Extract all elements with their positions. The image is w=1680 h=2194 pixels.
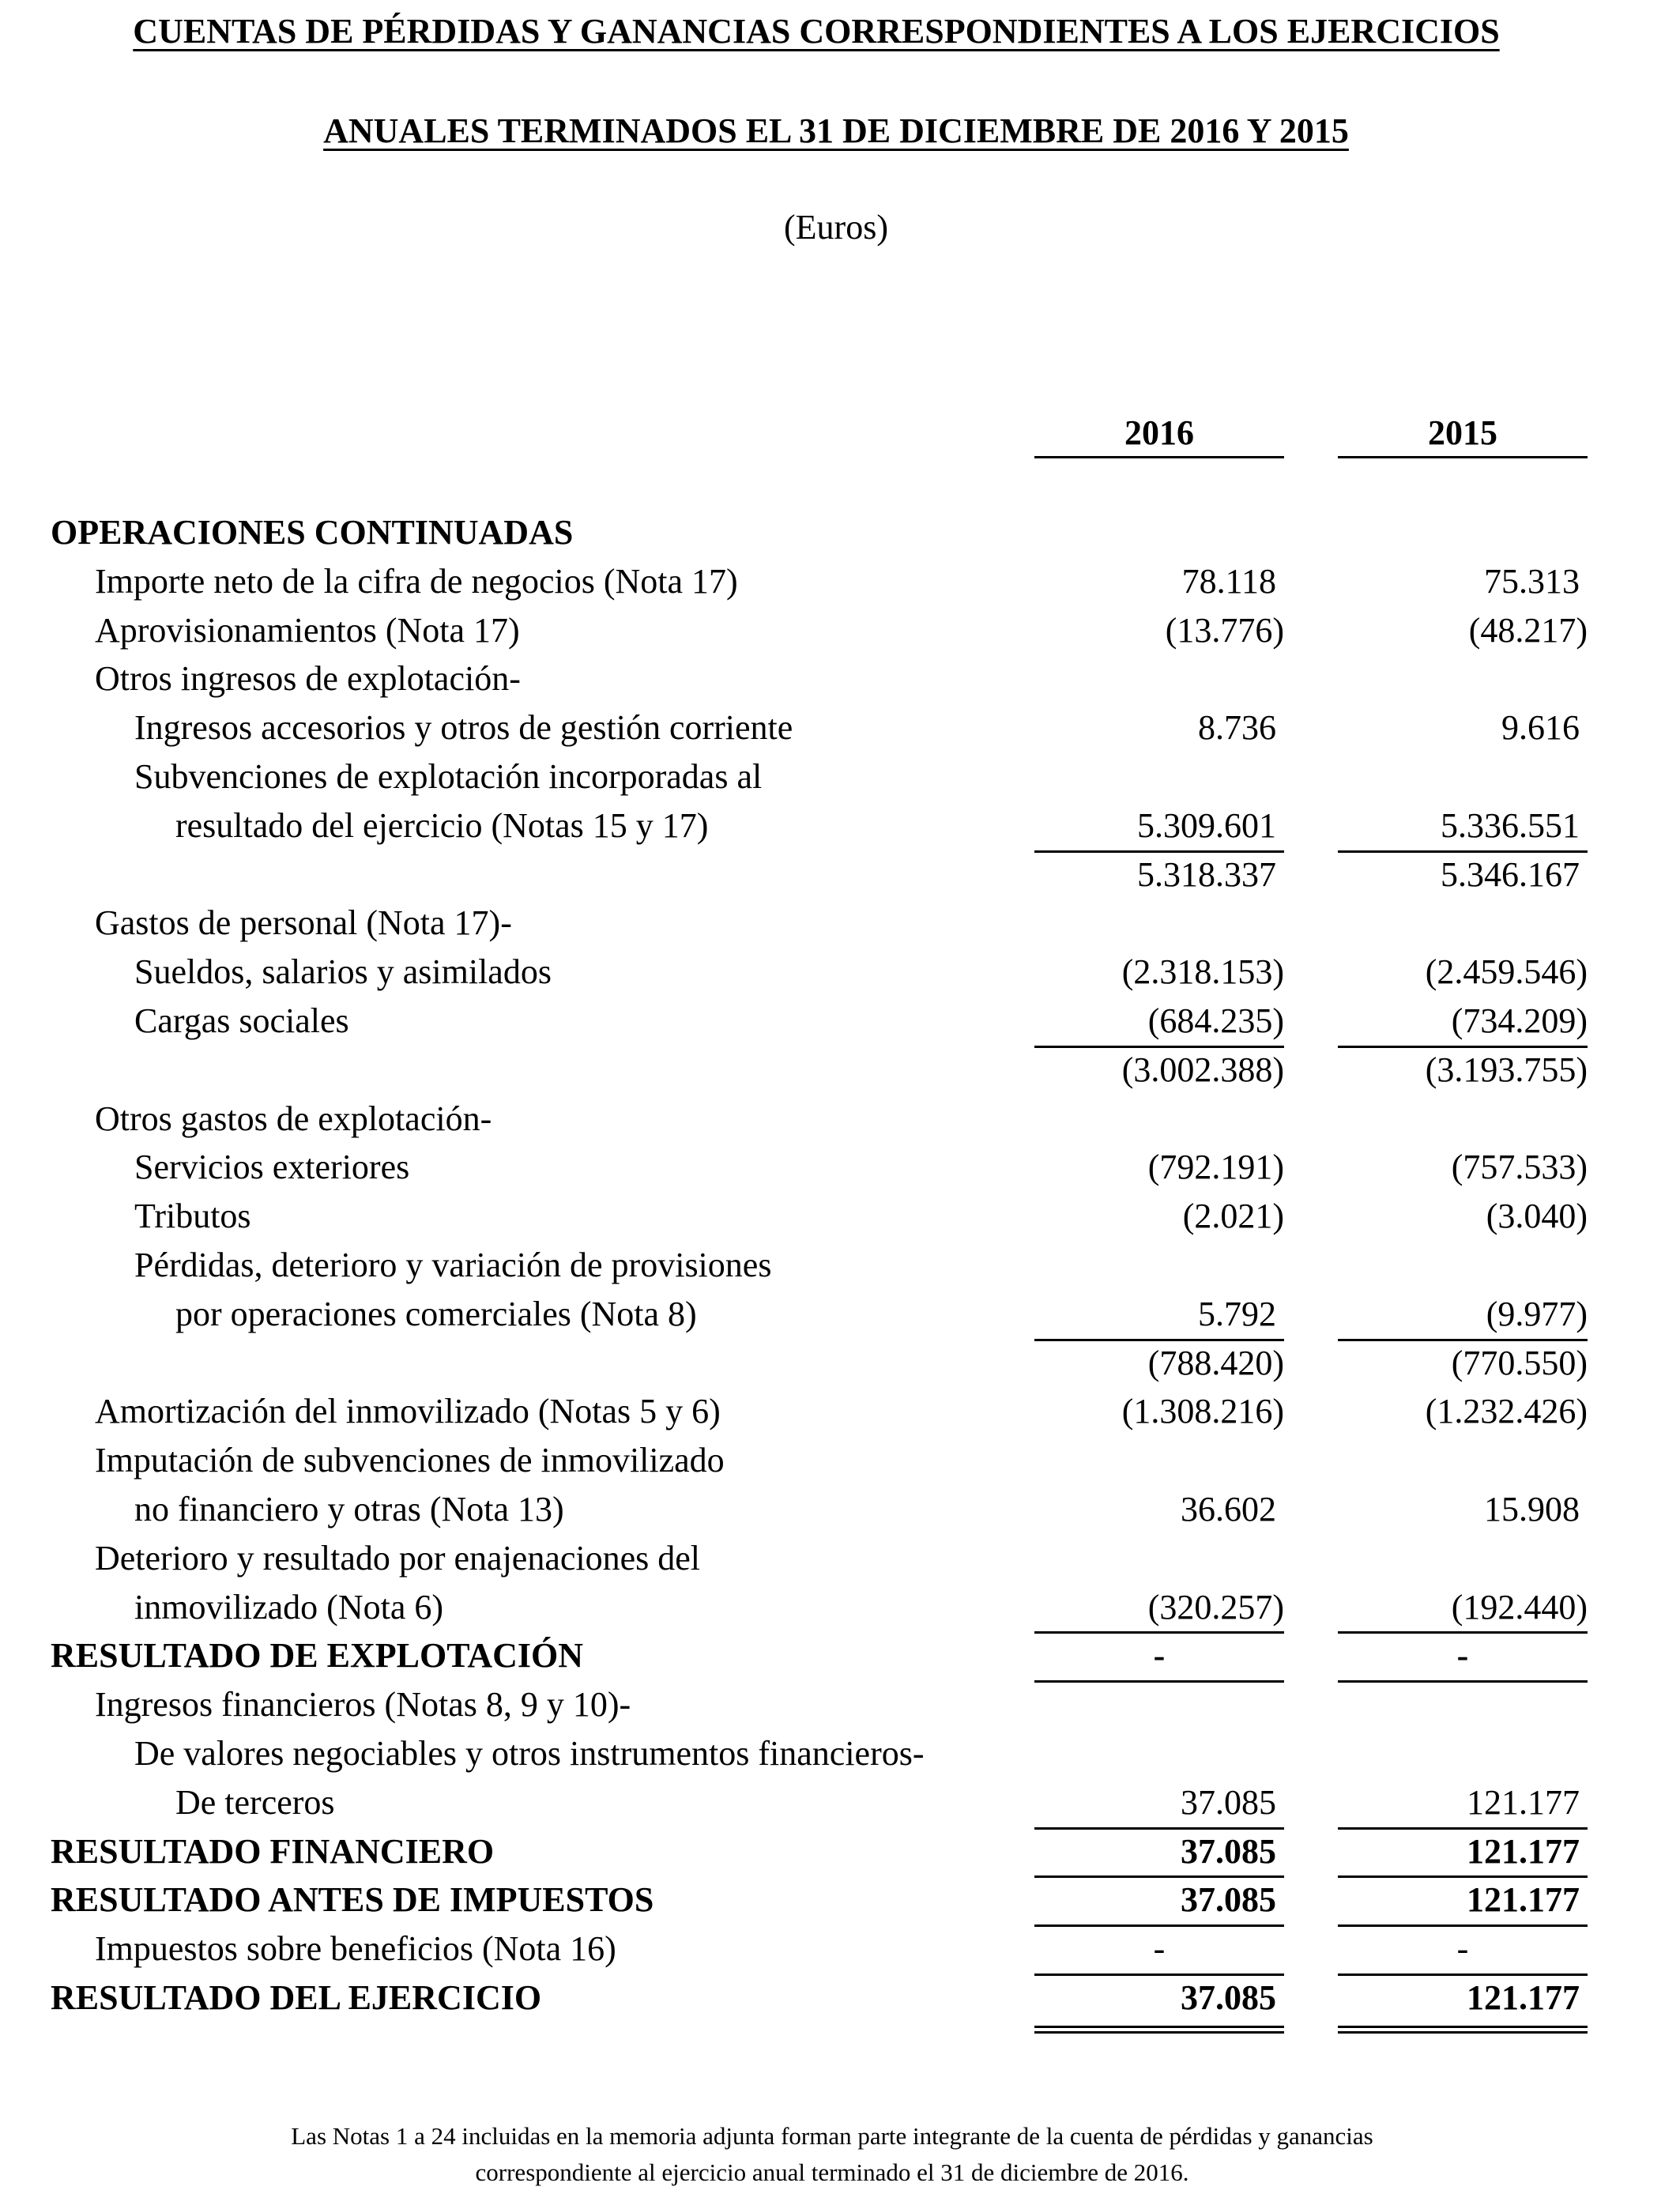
row-label: Ingresos accesorios y otros de gestión corriente <box>134 708 793 748</box>
value-2015: (734.209) <box>1451 1001 1588 1040</box>
statement-row <box>0 1973 1680 2022</box>
statement-row <box>0 1583 1680 1632</box>
statement-row <box>0 1534 1680 1583</box>
row-label: Importe neto de la cifra de negocios (Nota 17) <box>95 561 738 601</box>
row-label: OPERACIONES CONTINUADAS <box>51 513 574 552</box>
value-2016: 37.085 <box>1181 1831 1276 1871</box>
statement-row <box>0 508 1680 557</box>
row-label: inmovilizado (Nota 6) <box>134 1587 444 1627</box>
statement-row <box>0 850 1680 899</box>
value-2016: 37.085 <box>1181 1880 1276 1920</box>
value-2015: (3.193.755) <box>1425 1050 1588 1089</box>
value-2016: 5.318.337 <box>1137 854 1276 894</box>
value-2015: (3.040) <box>1486 1197 1588 1236</box>
statement-row <box>0 1827 1680 1876</box>
statement-row <box>0 1631 1680 1680</box>
value-2015: 5.336.551 <box>1441 805 1580 845</box>
value-2015: 121.177 <box>1467 1977 1580 2017</box>
currency-units-label: (Euros) <box>784 208 888 247</box>
row-label: por operaciones comerciales (Nota 8) <box>175 1294 697 1333</box>
value-2015: 9.616 <box>1501 708 1580 748</box>
value-2016: (792.191) <box>1147 1148 1284 1187</box>
value-2015: (2.459.546) <box>1425 952 1588 992</box>
statement-row <box>0 1387 1680 1436</box>
row-label: RESULTADO DEL EJERCICIO <box>51 1977 542 2017</box>
row-label: Aprovisionamientos (Nota 17) <box>95 610 520 650</box>
statement-title-line-2: ANUALES TERMINADOS EL 31 DE DICIEMBRE DE 2016 Y 2015 <box>323 111 1349 150</box>
statement-row <box>0 1729 1680 1778</box>
row-label: Imputación de subvenciones de inmovilizado <box>95 1441 725 1480</box>
value-2015: 121.177 <box>1467 1831 1580 1871</box>
row-label: no financiero y otras (Nota 13) <box>134 1489 564 1529</box>
value-2016: (2.318.153) <box>1121 952 1284 992</box>
income-statement-table <box>0 508 1680 2022</box>
statement-row <box>0 1290 1680 1339</box>
double-rule-2016 <box>1034 2026 1284 2034</box>
row-label: Servicios exteriores <box>134 1148 410 1187</box>
row-label: RESULTADO ANTES DE IMPUESTOS <box>51 1880 654 1920</box>
value-2015: - <box>1456 1929 1469 1969</box>
statement-row <box>0 1485 1680 1534</box>
statement-row <box>0 557 1680 606</box>
statement-title-line-1: CUENTAS DE PÉRDIDAS Y GANANCIAS CORRESPONDIENTES A LOS EJERCICIOS <box>133 12 1500 51</box>
value-2016: (1.308.216) <box>1121 1392 1284 1431</box>
value-2015: (757.533) <box>1451 1148 1588 1187</box>
value-2015: (9.977) <box>1486 1294 1588 1333</box>
value-2016: 36.602 <box>1181 1489 1276 1529</box>
value-2015: (770.550) <box>1451 1343 1588 1382</box>
statement-row <box>0 1339 1680 1388</box>
row-label: Ingresos financieros (Notas 8, 9 y 10)- <box>95 1685 631 1725</box>
statement-row <box>0 752 1680 801</box>
statement-row <box>0 606 1680 655</box>
statement-row <box>0 1095 1680 1144</box>
value-2015: 75.313 <box>1484 561 1580 601</box>
statement-row <box>0 899 1680 948</box>
footnote <box>0 2118 1672 2191</box>
statement-row <box>0 1046 1680 1095</box>
statement-row <box>0 1143 1680 1192</box>
statement-row <box>0 948 1680 997</box>
value-2015: 15.908 <box>1484 1489 1580 1529</box>
row-label: Cargas sociales <box>134 1001 349 1040</box>
value-2015: 5.346.167 <box>1441 854 1580 894</box>
value-2015: (48.217) <box>1468 610 1588 650</box>
row-label: De valores negociables y otros instrumentos financieros- <box>134 1733 925 1773</box>
row-label: Otros ingresos de explotación- <box>95 659 521 699</box>
row-label: Deterioro y resultado por enajenaciones del <box>95 1538 701 1578</box>
column-header-2016: 2016 <box>1124 413 1194 452</box>
row-label: Pérdidas, deterioro y variación de provisiones <box>134 1245 772 1284</box>
value-2015: (1.232.426) <box>1425 1392 1588 1431</box>
value-2016: (788.420) <box>1147 1343 1284 1382</box>
row-label: De terceros <box>175 1782 335 1822</box>
footnote-line-1: Las Notas 1 a 24 incluidas en la memoria adjunta forman parte integrante de la cuenta de pérdidas y ganancias <box>291 2122 1373 2150</box>
footnote-line-2: correspondiente al ejercicio anual terminado el 31 de diciembre de 2016. <box>475 2158 1189 2186</box>
value-2016: (3.002.388) <box>1121 1050 1284 1089</box>
row-label: Gastos de personal (Nota 17)- <box>95 903 512 943</box>
value-2015: - <box>1456 1636 1469 1676</box>
row-label: Otros gastos de explotación- <box>95 1099 492 1138</box>
statement-row <box>0 654 1680 703</box>
value-2015: 121.177 <box>1467 1880 1580 1920</box>
value-2016: (2.021) <box>1182 1197 1284 1236</box>
column-header-2015: 2015 <box>1428 413 1497 452</box>
value-2016: 5.792 <box>1198 1294 1276 1333</box>
value-2015: (192.440) <box>1451 1587 1588 1627</box>
statement-row <box>0 1875 1680 1924</box>
row-label: RESULTADO DE EXPLOTACIÓN <box>51 1636 583 1676</box>
value-2016: 37.085 <box>1181 1782 1276 1822</box>
row-label: resultado del ejercicio (Notas 15 y 17) <box>175 805 709 845</box>
value-2015: 121.177 <box>1467 1782 1580 1822</box>
statement-row <box>0 1241 1680 1290</box>
value-2016: 78.118 <box>1181 561 1276 601</box>
value-2016: 37.085 <box>1181 1977 1276 2017</box>
value-2016: 5.309.601 <box>1137 805 1276 845</box>
statement-row <box>0 1680 1680 1729</box>
row-label: Impuestos sobre beneficios (Nota 16) <box>95 1929 616 1969</box>
row-label: Subvenciones de explotación incorporadas al <box>134 756 763 796</box>
row-label: RESULTADO FINANCIERO <box>51 1831 495 1871</box>
row-label: Amortización del inmovilizado (Notas 5 y 6) <box>95 1392 721 1431</box>
row-label: Sueldos, salarios y asimilados <box>134 952 552 992</box>
value-2016: 8.736 <box>1198 708 1276 748</box>
value-2016: (320.257) <box>1147 1587 1284 1627</box>
value-2016: (13.776) <box>1165 610 1284 650</box>
column-header-rule-2015 <box>1338 456 1588 458</box>
statement-row <box>0 801 1680 850</box>
statement-row <box>0 1436 1680 1485</box>
statement-row <box>0 997 1680 1046</box>
double-rule-2015 <box>1338 2026 1588 2034</box>
statement-row <box>0 1924 1680 1973</box>
row-label: Tributos <box>134 1197 251 1236</box>
column-header-rule-2016 <box>1034 456 1284 458</box>
statement-row <box>0 1778 1680 1827</box>
statement-row <box>0 703 1680 752</box>
value-2016: - <box>1153 1636 1166 1676</box>
statement-row <box>0 1192 1680 1241</box>
value-2016: (684.235) <box>1147 1001 1284 1040</box>
value-2016: - <box>1153 1929 1166 1969</box>
